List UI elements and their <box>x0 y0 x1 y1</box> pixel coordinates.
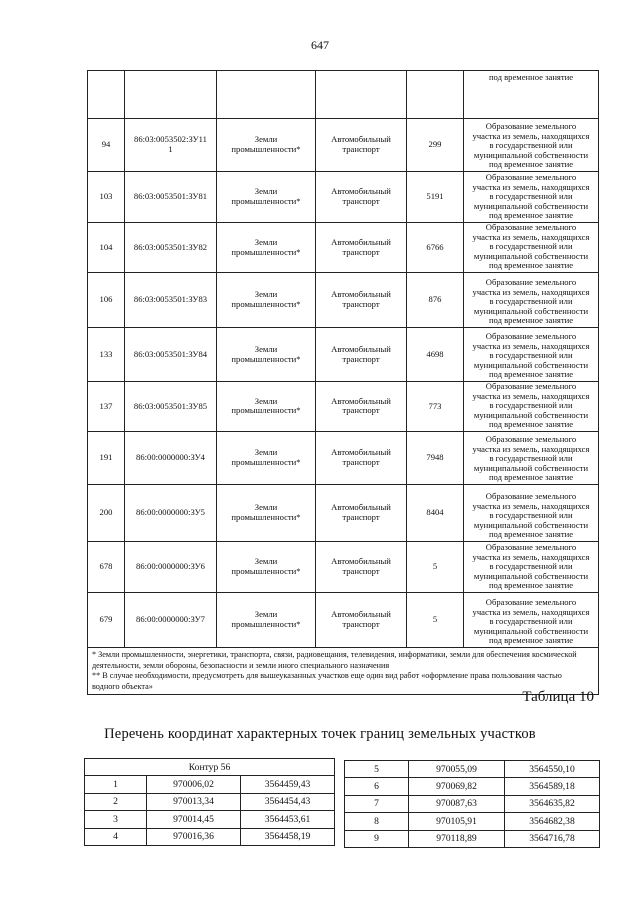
y-coordinate: 3564550,10 <box>505 761 600 778</box>
point-number: 6 <box>345 778 409 795</box>
table-row <box>88 592 599 647</box>
work-description: Образование земельного участка из земель, находящихся в государственной или муниципальной собственности под временное занятие <box>464 541 599 592</box>
point-number: 8 <box>345 813 409 830</box>
work-description: Образование земельного участка из земель, находящихся в государственной или муниципальной собственности под временное занятие <box>464 172 599 223</box>
cadastral-number: 86:03:0053501:ЗУ81 <box>125 172 217 223</box>
area-value: 4698 <box>407 328 464 382</box>
coordinate-row <box>345 778 600 795</box>
table-row <box>88 119 599 172</box>
point-number: 4 <box>85 828 147 845</box>
permitted-use: Автомобильный транспорт <box>316 592 407 647</box>
y-coordinate: 3564589,18 <box>505 778 600 795</box>
work-description: Образование земельного участка из земель, находящихся в государственной или муниципальной собственности под временное занятие <box>464 382 599 432</box>
x-coordinate: 970013,34 <box>147 793 241 810</box>
coordinate-row <box>345 830 600 847</box>
work-description: Образование земельного участка из земель, находящихся в государственной или муниципальной собственности под временное занятие <box>464 431 599 484</box>
permitted-use: Автомобильный транспорт <box>316 273 407 328</box>
land-category: Земли промышленности* <box>217 119 316 172</box>
point-number: 3 <box>85 811 147 828</box>
work-description: Образование земельного участка из земель, находящихся в государственной или муниципальной собственности под временное занятие <box>464 328 599 382</box>
cadastral-number: 86:03:0053501:ЗУ83 <box>125 273 217 328</box>
land-category: Земли промышленности* <box>217 484 316 541</box>
row-number: 94 <box>88 119 125 172</box>
work-description: Образование земельного участка из земель, находящихся в государственной или муниципальной собственности под временное занятие <box>464 592 599 647</box>
cadastral-number: 86:00:0000000:ЗУ7 <box>125 592 217 647</box>
area-value: 773 <box>407 382 464 432</box>
y-coordinate: 3564459,43 <box>241 776 335 793</box>
work-description: Образование земельного участка из земель, находящихся в государственной или муниципальной собственности под временное занятие <box>464 119 599 172</box>
coordinates-heading: Перечень координат характерных точек границ земельных участков <box>104 726 536 742</box>
area-value: 5 <box>407 541 464 592</box>
point-number: 2 <box>85 793 147 810</box>
row-number: 678 <box>88 541 125 592</box>
cadastral-number: 86:00:0000000:ЗУ4 <box>125 431 217 484</box>
coordinates-table-left <box>84 758 335 846</box>
y-coordinate: 3564682,38 <box>505 813 600 830</box>
land-plots-table <box>87 70 599 695</box>
table-row <box>88 223 599 273</box>
coordinate-row <box>85 811 335 828</box>
x-coordinate: 970069,82 <box>409 778 505 795</box>
permitted-use: Автомобильный транспорт <box>316 382 407 432</box>
coordinate-row <box>85 776 335 793</box>
page-number: 647 <box>311 38 329 52</box>
y-coordinate: 3564454,43 <box>241 793 335 810</box>
area-value: 876 <box>407 273 464 328</box>
cadastral-number: 86:03:0053501:ЗУ84 <box>125 328 217 382</box>
coordinate-row <box>85 793 335 810</box>
permitted-use: Автомобильный транспорт <box>316 119 407 172</box>
table-row <box>88 484 599 541</box>
area-value: 8404 <box>407 484 464 541</box>
x-coordinate: 970055,09 <box>409 761 505 778</box>
coordinate-row <box>345 813 600 830</box>
row-number: 191 <box>88 431 125 484</box>
row-number: 137 <box>88 382 125 432</box>
footnote-row <box>88 647 599 694</box>
cadastral-number: 86:00:0000000:ЗУ6 <box>125 541 217 592</box>
coordinate-row <box>85 828 335 845</box>
point-number: 9 <box>345 830 409 847</box>
work-description: Образование земельного участка из земель, находящихся в государственной или муниципальной собственности под временное занятие <box>464 223 599 273</box>
row-number: 106 <box>88 273 125 328</box>
land-category: Земли промышленности* <box>217 273 316 328</box>
y-coordinate: 3564458,19 <box>241 828 335 845</box>
point-number: 7 <box>345 795 409 812</box>
x-coordinate: 970105,91 <box>409 813 505 830</box>
x-coordinate: 970006,02 <box>147 776 241 793</box>
table-row <box>88 172 599 223</box>
land-category: Земли промышленности* <box>217 541 316 592</box>
y-coordinate: 3564635,82 <box>505 795 600 812</box>
work-description: Образование земельного участка из земель, находящихся в государственной или муниципальной собственности под временное занятие <box>464 484 599 541</box>
table-label: Таблица 10 <box>522 689 594 705</box>
area-value: 5 <box>407 592 464 647</box>
land-category: Земли промышленности* <box>217 431 316 484</box>
work-description: Образование земельного участка из земель, находящихся в государственной или муниципальной собственности под временное занятие <box>464 273 599 328</box>
cadastral-number: 86:03:0053502:ЗУ11 1 <box>125 119 217 172</box>
area-value: 6766 <box>407 223 464 273</box>
permitted-use: Автомобильный транспорт <box>316 541 407 592</box>
cadastral-number: 86:03:0053501:ЗУ85 <box>125 382 217 432</box>
land-category: Земли промышленности* <box>217 328 316 382</box>
permitted-use: Автомобильный транспорт <box>316 172 407 223</box>
row-number: 133 <box>88 328 125 382</box>
permitted-use: Автомобильный транспорт <box>316 484 407 541</box>
y-coordinate: 3564716,78 <box>505 830 600 847</box>
contour-header-row <box>85 759 335 776</box>
permitted-use: Автомобильный транспорт <box>316 431 407 484</box>
coordinate-row <box>345 795 600 812</box>
x-coordinate: 970016,36 <box>147 828 241 845</box>
land-category: Земли промышленности* <box>217 382 316 432</box>
table-row <box>88 541 599 592</box>
cadastral-number: 86:00:0000000:ЗУ5 <box>125 484 217 541</box>
table-row <box>88 382 599 432</box>
x-coordinate: 970087,63 <box>409 795 505 812</box>
coordinates-table-right <box>344 760 600 848</box>
area-value: 299 <box>407 119 464 172</box>
table-row <box>88 273 599 328</box>
cadastral-number: 86:03:0053501:ЗУ82 <box>125 223 217 273</box>
row-number: 200 <box>88 484 125 541</box>
x-coordinate: 970118,89 <box>409 830 505 847</box>
permitted-use: Автомобильный транспорт <box>316 223 407 273</box>
x-coordinate: 970014,45 <box>147 811 241 828</box>
contour-header: Контур 56 <box>85 759 335 776</box>
area-value: 5191 <box>407 172 464 223</box>
row-number: 103 <box>88 172 125 223</box>
point-number: 5 <box>345 761 409 778</box>
land-category: Земли промышленности* <box>217 223 316 273</box>
y-coordinate: 3564453,61 <box>241 811 335 828</box>
row-number: 679 <box>88 592 125 647</box>
land-category: Земли промышленности* <box>217 172 316 223</box>
row-number: 104 <box>88 223 125 273</box>
area-value: 7948 <box>407 431 464 484</box>
desc-cell: под временное занятие <box>464 71 599 119</box>
footnotes: * Земли промышленности, энергетики, транспорта, связи, радиовещания, телевидения, информатики, земли для обеспечения космической деятельности, земли обороны, безопасности и земли иного специального назначения ** В случае необходимости, предусмотреть для вышеуказанных участков еще один вид работ «оформление права пользования частью водного объекта» <box>88 647 599 694</box>
table-row <box>88 431 599 484</box>
table-row <box>88 328 599 382</box>
coordinate-row <box>345 761 600 778</box>
table-row-continued <box>88 71 599 119</box>
point-number: 1 <box>85 776 147 793</box>
permitted-use: Автомобильный транспорт <box>316 328 407 382</box>
land-category: Земли промышленности* <box>217 592 316 647</box>
